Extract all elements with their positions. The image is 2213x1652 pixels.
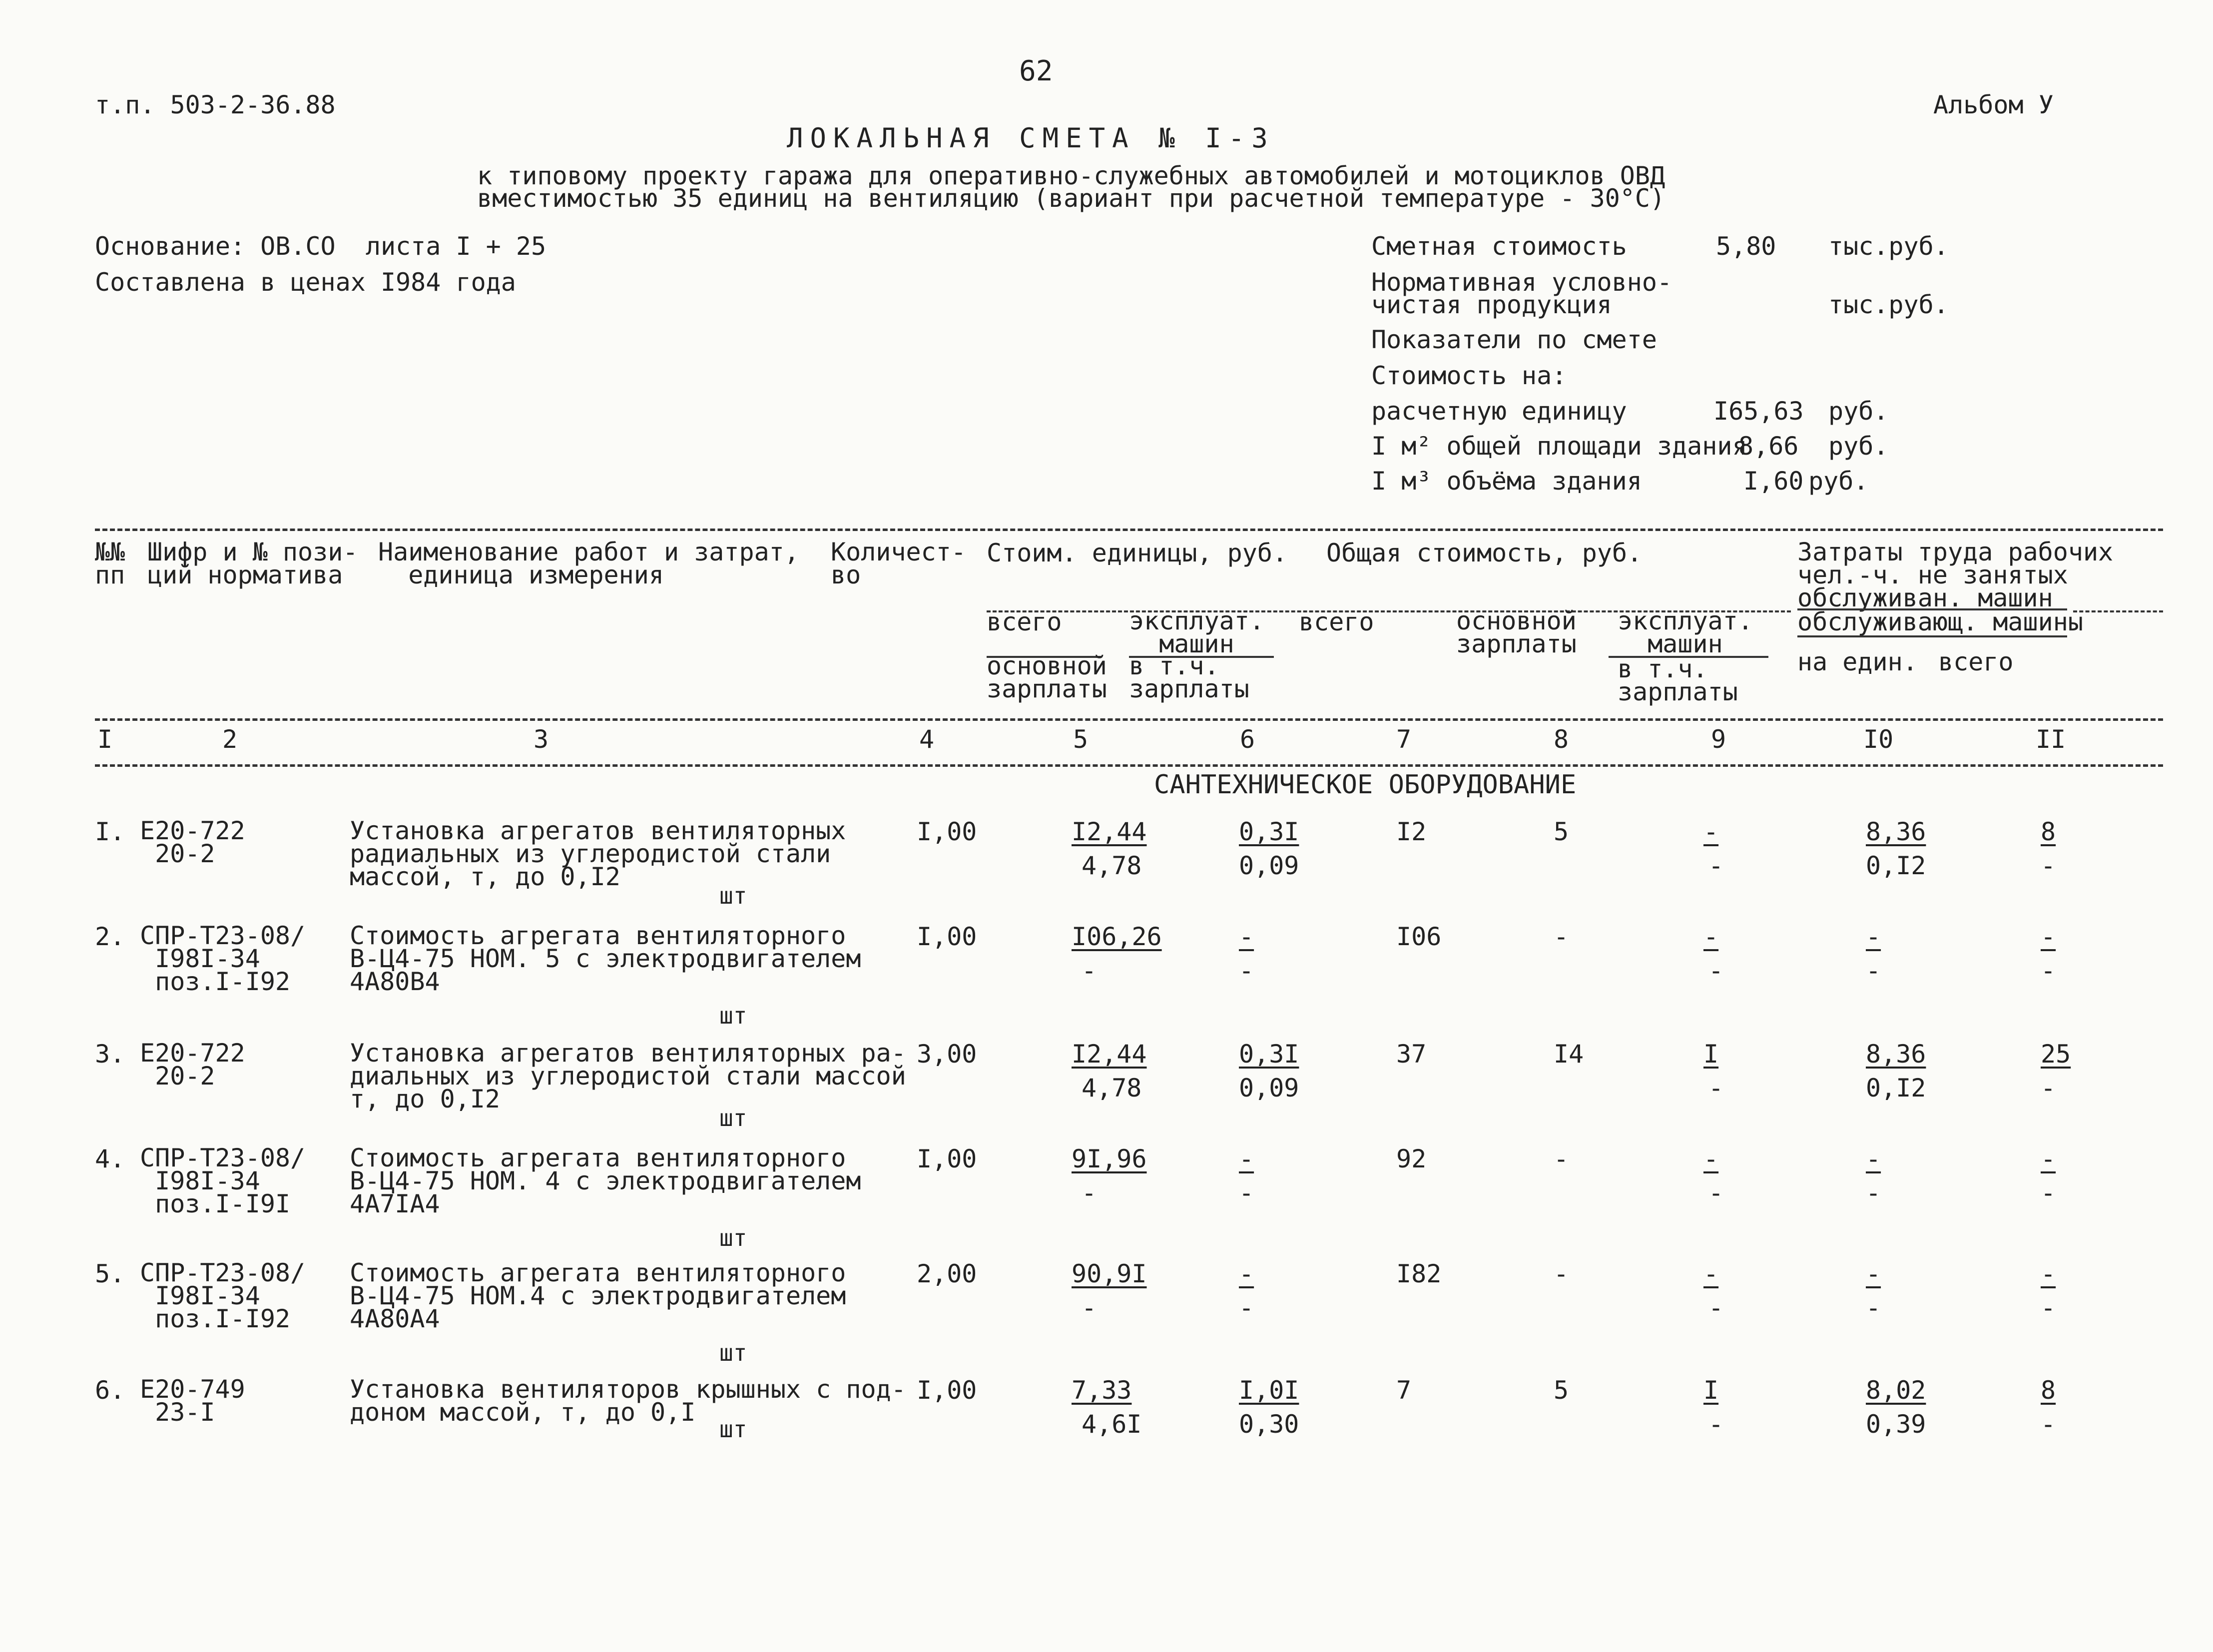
col-number: 9 <box>1711 725 1726 754</box>
row-quantity: 2,00 <box>917 1259 977 1288</box>
row-quantity: I,00 <box>917 817 977 846</box>
row-labor-machines-total: - <box>2041 1074 2056 1102</box>
row-labor-per-unit: - <box>1866 1144 1881 1173</box>
row-total-machines: - <box>1703 1259 1719 1288</box>
col-number: 3 <box>534 725 549 754</box>
row-unit-cost-machines: - <box>1239 1144 1254 1173</box>
numbers-bottom-rule <box>95 764 2163 767</box>
sub-head-total-3: всего <box>1938 647 2014 676</box>
row-total-cost: 92 <box>1396 1144 1427 1173</box>
row-unit-cost-machines: - <box>1239 1259 1254 1288</box>
table-top-rule <box>95 529 2163 531</box>
row-unit: шт <box>719 1416 747 1443</box>
page-number: 62 <box>1019 55 1053 87</box>
header-bottom-rule <box>95 718 2163 721</box>
row-quantity: I,00 <box>917 1144 977 1173</box>
doc-code: т.п. 503-2-36.88 <box>95 90 336 119</box>
row-unit: шт <box>719 1002 747 1029</box>
row-number: 6. <box>95 1376 125 1405</box>
row-unit-cost-salary: - <box>1082 1293 1097 1322</box>
row-labor-per-unit: 8,36 <box>1866 817 1926 846</box>
norm-label-2: чистая продукция <box>1371 290 1612 319</box>
row-unit-cost-machines: I,0I <box>1239 1376 1299 1405</box>
area-value: 8,66 <box>1738 432 1799 461</box>
row-total-machines: - <box>1703 1144 1719 1173</box>
cost-on-label: Стоимость на: <box>1371 361 1567 390</box>
row-labor-total: 8 <box>2041 1376 2056 1405</box>
row-quantity: I,00 <box>917 922 977 951</box>
row-labor-per-unit: 8,36 <box>1866 1040 1926 1069</box>
unit-label: расчетную единицу <box>1371 397 1627 426</box>
row-unit-cost-salary: 4,78 <box>1082 851 1142 880</box>
indicators-label: Показатели по смете <box>1371 325 1657 354</box>
basis-line: Основание: ОВ.СО листа I + 25 <box>95 232 547 261</box>
col-head-code: Шифр и № пози- ций норматива <box>147 538 358 589</box>
row-labor-total: - <box>2041 1259 2056 1288</box>
row-unit-cost-machine-salary: 0,30 <box>1239 1410 1299 1439</box>
row-unit-cost-machine-salary: - <box>1239 956 1254 985</box>
row-total-base-salary: I4 <box>1554 1040 1584 1069</box>
volume-value: I,60 <box>1743 467 1804 496</box>
volume-label: I м³ объёма здания <box>1371 467 1642 496</box>
row-labor-total: 25 <box>2041 1040 2071 1069</box>
row-unit-cost-salary: - <box>1082 956 1097 985</box>
col-number: 8 <box>1554 725 1569 754</box>
row-unit-cost-total: I06,26 <box>1072 922 1162 951</box>
row-labor-machines-per-unit: - <box>1866 956 1881 985</box>
sub-head-machines: эксплуат. машин <box>1129 606 1264 658</box>
row-number: 2. <box>95 922 125 951</box>
row-unit-cost-machines: 0,3I <box>1239 1040 1299 1069</box>
norm-unit: тыс.руб. <box>1828 290 1949 319</box>
row-unit-cost-machine-salary: 0,09 <box>1239 851 1299 880</box>
norm-label-1: Нормативная условно- <box>1371 268 1672 297</box>
row-description: Стоимость агрегата вентиляторного В-Ц4-75 НОМ. 4 с электродвигателем 4А7IА4 <box>350 1143 861 1218</box>
row-total-machine-salary: - <box>1708 956 1724 985</box>
row-code: Е20-722 20-2 <box>140 1039 245 1091</box>
col-number: 7 <box>1396 725 1412 754</box>
col-head-num: №№ пп <box>95 538 125 589</box>
row-total-cost: I2 <box>1396 817 1427 846</box>
sub-head-total-2: всего <box>1299 607 1374 636</box>
row-code: Е20-749 23-I <box>140 1375 245 1427</box>
document-title: ЛОКАЛЬНАЯ СМЕТА № I-3 <box>787 122 1275 154</box>
row-labor-machines-total: - <box>2041 956 2056 985</box>
col-number: 5 <box>1073 725 1089 754</box>
row-total-machines: - <box>1703 817 1719 846</box>
labor-head-underline <box>1797 608 2067 610</box>
col-number: 2 <box>222 725 238 754</box>
unit-unit: руб. <box>1828 397 1889 426</box>
row-code: СПР-Т23-08/ I98I-34 поз.I-I92 <box>140 921 306 996</box>
row-code: СПР-Т23-08/ I98I-34 поз.I-I92 <box>140 1258 306 1333</box>
row-quantity: I,00 <box>917 1376 977 1405</box>
row-labor-machines-per-unit: - <box>1866 1178 1881 1207</box>
area-label: I м² общей площади здания <box>1371 432 1747 461</box>
row-total-machine-salary: - <box>1708 1293 1724 1322</box>
row-number: 3. <box>95 1040 125 1069</box>
row-unit-cost-total: 7,33 <box>1072 1376 1132 1405</box>
row-unit: шт <box>719 1224 747 1251</box>
row-total-base-salary: - <box>1554 1144 1569 1173</box>
row-labor-per-unit: - <box>1866 1259 1881 1288</box>
row-total-machine-salary: - <box>1708 1178 1724 1207</box>
row-number: 4. <box>95 1144 125 1173</box>
row-labor-machines-total: - <box>2041 851 2056 880</box>
row-total-base-salary: 5 <box>1554 817 1569 846</box>
row-labor-machines-total: - <box>2041 1178 2056 1207</box>
row-total-cost: I06 <box>1396 922 1442 951</box>
row-unit-cost-salary: 4,78 <box>1082 1074 1142 1102</box>
sub-head-base-salary: основной зарплаты <box>987 651 1107 703</box>
row-total-base-salary: 5 <box>1554 1376 1569 1405</box>
row-unit-cost-salary: 4,6I <box>1082 1410 1142 1439</box>
col-number: 6 <box>1240 725 1255 754</box>
col-head-qty: Количест- во <box>831 538 966 589</box>
row-total-cost: 37 <box>1396 1040 1427 1069</box>
row-labor-total: - <box>2041 922 2056 951</box>
cost-label: Сметная стоимость <box>1371 232 1627 261</box>
row-code: Е20-722 20-2 <box>140 816 245 868</box>
unit-value: I65,63 <box>1713 397 1804 426</box>
row-quantity: 3,00 <box>917 1040 977 1069</box>
row-labor-machines-per-unit: 0,I2 <box>1866 1074 1926 1102</box>
row-unit-cost-machines: 0,3I <box>1239 817 1299 846</box>
col-number: 4 <box>919 725 935 754</box>
sub-head-per-unit: на един. <box>1797 647 1918 676</box>
row-unit: шт <box>719 882 747 909</box>
row-number: 5. <box>95 1259 125 1288</box>
subtitle-line-2: вместимостью 35 единиц на вентиляцию (вариант при расчетной температуре - 30°С) <box>477 184 1665 213</box>
row-labor-machines-total: - <box>2041 1410 2056 1439</box>
row-unit-cost-total: 90,9I <box>1072 1259 1147 1288</box>
volume-unit: руб. <box>1808 467 1869 496</box>
row-total-machine-salary: - <box>1708 851 1724 880</box>
row-labor-machines-per-unit: 0,I2 <box>1866 851 1926 880</box>
row-description: Стоимость агрегата вентиляторного В-Ц4-75 НОМ.4 с электродвигателем 4А80А4 <box>350 1258 846 1333</box>
row-labor-machines-total: - <box>2041 1293 2056 1322</box>
row-unit-cost-salary: - <box>1082 1178 1097 1207</box>
prices-line: Составлена в ценах I984 года <box>95 268 516 297</box>
row-unit-cost-total: 9I,96 <box>1072 1144 1147 1173</box>
sub-head-base-salary-2: основной зарплаты <box>1456 606 1577 658</box>
labor-machines-underline <box>1797 635 2067 637</box>
row-total-machines: - <box>1703 922 1719 951</box>
row-description: Стоимость агрегата вентиляторного В-Ц4-75 НОМ. 5 с электродвигателем 4А80В4 <box>350 921 861 996</box>
cost-value: 5,80 <box>1716 232 1776 261</box>
row-unit-cost-machine-salary: - <box>1239 1178 1254 1207</box>
row-number: I. <box>95 817 125 846</box>
row-unit: шт <box>719 1104 747 1131</box>
col-number: II <box>2036 725 2066 754</box>
col-head-labor: Затраты труда рабочих чел.-ч. не занятых обслуживан. машин <box>1797 538 2114 612</box>
row-description: Установка агрегатов вентиляторных радиальных из углеродистой стали массой, т, до 0,I2 <box>350 816 846 891</box>
row-code: СПР-Т23-08/ I98I-34 поз.I-I9I <box>140 1143 306 1218</box>
row-labor-per-unit: 8,02 <box>1866 1376 1926 1405</box>
col-head-name: Наименование работ и затрат, единица измерения <box>378 538 799 589</box>
row-unit: шт <box>719 1339 747 1366</box>
row-labor-per-unit: - <box>1866 922 1881 951</box>
col-number: I0 <box>1863 725 1894 754</box>
row-labor-machines-per-unit: - <box>1866 1293 1881 1322</box>
area-unit: руб. <box>1828 432 1889 461</box>
row-unit-cost-machine-salary: - <box>1239 1293 1254 1322</box>
subheader-rule-right <box>2073 610 2163 612</box>
row-total-machines: I <box>1703 1376 1719 1405</box>
row-labor-total: 8 <box>2041 817 2056 846</box>
row-labor-total: - <box>2041 1144 2056 1173</box>
row-total-cost: I82 <box>1396 1259 1442 1288</box>
row-unit-cost-total: I2,44 <box>1072 817 1147 846</box>
sub-head-incl-salary-2: в т.ч. зарплаты <box>1618 654 1738 706</box>
row-description: Установка агрегатов вентиляторных ра- диальных из углеродистой стали массой т, до 0,I2 <box>350 1039 906 1113</box>
col-head-unit-cost: Стоим. единицы, руб. <box>987 539 1288 567</box>
row-unit-cost-machines: - <box>1239 922 1254 951</box>
row-total-machine-salary: - <box>1708 1410 1724 1439</box>
row-unit-cost-total: I2,44 <box>1072 1040 1147 1069</box>
col-head-total-cost: Общая стоимость, руб. <box>1326 539 1643 567</box>
row-total-machine-salary: - <box>1708 1074 1724 1102</box>
col-number: I <box>97 725 113 754</box>
sub-head-incl-salary: в т.ч. зарплаты <box>1129 651 1249 703</box>
row-total-base-salary: - <box>1554 922 1569 951</box>
row-total-cost: 7 <box>1396 1376 1412 1405</box>
row-total-machines: I <box>1703 1040 1719 1069</box>
sub-head-machines-2: эксплуат. машин <box>1618 606 1753 658</box>
col-head-labor-machines: обслуживающ. машины <box>1797 607 2083 636</box>
row-total-base-salary: - <box>1554 1259 1569 1288</box>
row-unit-cost-machine-salary: 0,09 <box>1239 1074 1299 1102</box>
row-description: Установка вентиляторов крышных с под- доном массой, т, до 0,I <box>350 1375 906 1427</box>
subtitle-line-1: к типовому проекту гаража для оперативно-служебных автомобилей и мотоциклов ОВД <box>477 161 1665 190</box>
cost-unit: тыс.руб. <box>1828 232 1949 261</box>
sub-head-total: всего <box>987 607 1062 636</box>
album-label: Альбом У <box>1933 90 2054 119</box>
row-labor-machines-per-unit: 0,39 <box>1866 1410 1926 1439</box>
section-title: САНТЕХНИЧЕСКОЕ ОБОРУДОВАНИЕ <box>1154 770 1577 800</box>
